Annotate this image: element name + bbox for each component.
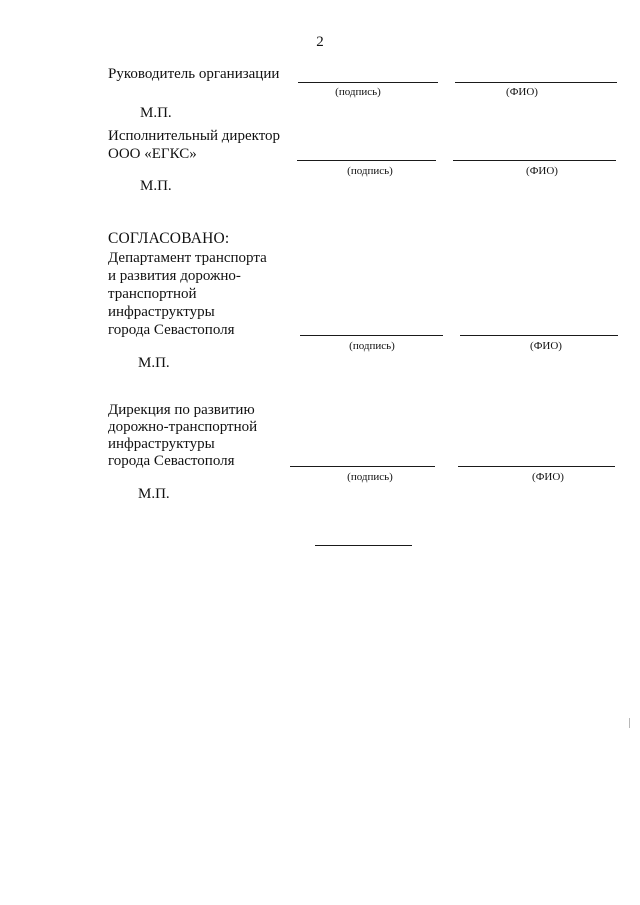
block-title-line: инфраструктуры (108, 304, 215, 320)
signature-caption: (подпись) (347, 165, 393, 177)
name-line (455, 82, 617, 83)
signature-caption: (подпись) (347, 471, 393, 483)
signature-line (300, 335, 443, 336)
signature-caption: (подпись) (349, 340, 395, 352)
signature-line (297, 160, 436, 161)
block-title-line: города Севастополя (108, 453, 235, 469)
name-caption: (ФИО) (506, 86, 538, 98)
block-title-line: и развития дорожно- (108, 268, 241, 284)
stamp-mark: М.П. (140, 178, 172, 194)
name-caption: (ФИО) (532, 471, 564, 483)
scan-artifact (629, 718, 630, 728)
stamp-mark: М.П. (140, 105, 172, 121)
name-line (453, 160, 616, 161)
signature-line (290, 466, 435, 467)
signature-line (298, 82, 438, 83)
block-title-line: Руководитель организации (108, 66, 280, 82)
block-title-line: города Севастополя (108, 322, 235, 338)
block-title-line: дорожно-транспортной (108, 419, 258, 435)
signature-caption: (подпись) (335, 86, 381, 98)
page-number: 2 (316, 34, 324, 50)
block-title-line: инфраструктуры (108, 436, 215, 452)
name-line (460, 335, 618, 336)
end-of-document-separator (315, 545, 412, 546)
block-title-line: Дирекция по развитию (108, 402, 255, 418)
block-title-line: транспортной (108, 286, 197, 302)
stamp-mark: М.П. (138, 486, 170, 502)
block-title-line: Департамент транспорта (108, 250, 267, 266)
name-line (458, 466, 615, 467)
name-caption: (ФИО) (530, 340, 562, 352)
stamp-mark: М.П. (138, 355, 170, 371)
block-title-line: ООО «ЕГКС» (108, 146, 197, 162)
approval-heading: СОГЛАСОВАНО: (108, 230, 230, 247)
block-title-line: Исполнительный директор (108, 128, 281, 144)
name-caption: (ФИО) (526, 165, 558, 177)
